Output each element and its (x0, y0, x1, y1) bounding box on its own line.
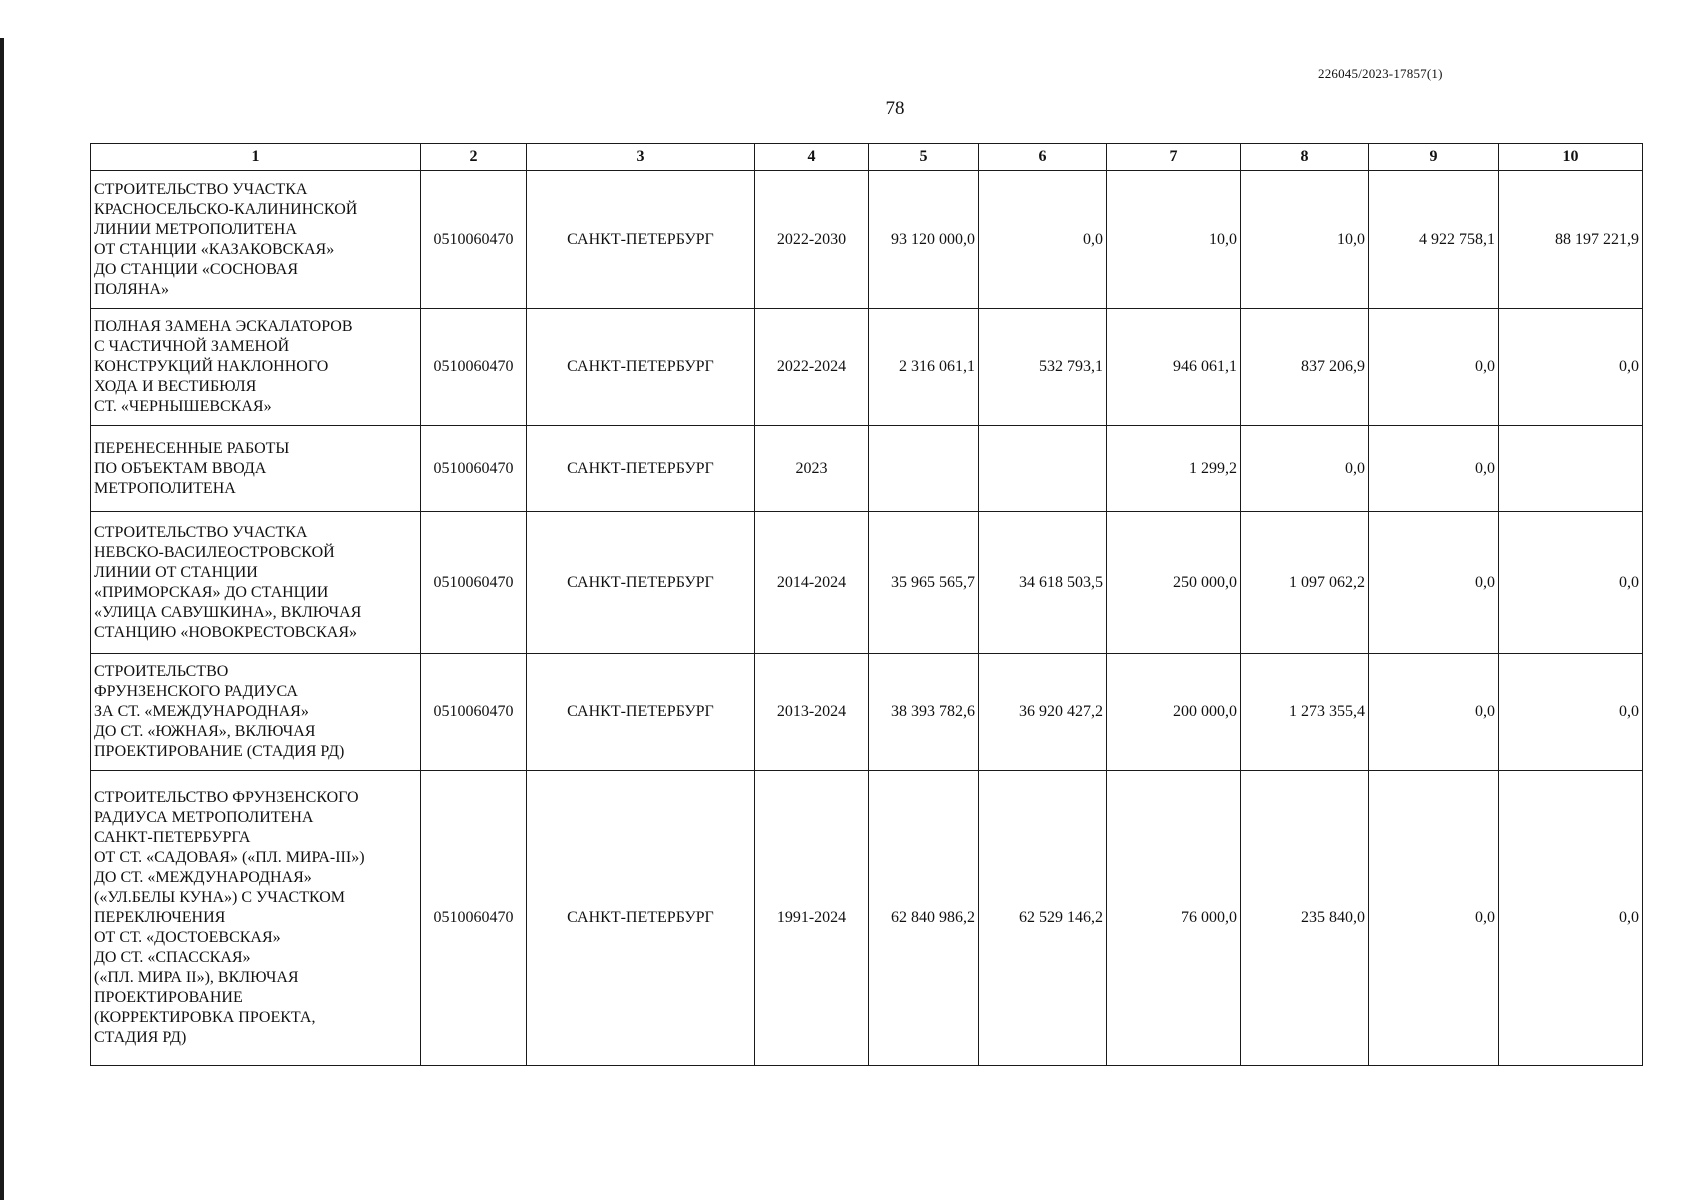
value-cell-8: 0,0 (1241, 426, 1369, 512)
value-cell-9: 0,0 (1369, 654, 1499, 771)
budget-code-cell: 0510060470 (421, 171, 527, 309)
region-cell: САНКТ-ПЕТЕРБУРГ (527, 512, 755, 654)
object-name-cell (91, 171, 421, 309)
value-cell-6: 34 618 503,5 (979, 512, 1107, 654)
object-name-line: ЛИНИИ МЕТРОПОЛИТЕНА (94, 220, 297, 238)
object-name-line: СТРОИТЕЛЬСТВО ФРУНЗЕНСКОГО (94, 789, 359, 806)
region-cell: САНКТ-ПЕТЕРБУРГ (527, 171, 755, 309)
object-name-line: ХОДА И ВЕСТИБЮЛЯ (94, 378, 257, 395)
value-cell-5: 93 120 000,0 (869, 171, 979, 309)
object-name-cell (91, 426, 421, 512)
object-name-line: (КОРРЕКТИРОВКА ПРОЕКТА, (94, 1009, 316, 1026)
object-name-line: ОТ СТ. «САДОВАЯ» («ПЛ. МИРА-III») (94, 849, 365, 866)
table-row (91, 426, 1643, 512)
period-cell: 2022-2030 (755, 171, 869, 309)
region-cell: САНКТ-ПЕТЕРБУРГ (527, 309, 755, 426)
object-name-line: ФРУНЗЕНСКОГО РАДИУСА (94, 683, 298, 700)
region-cell: САНКТ-ПЕТЕРБУРГ (527, 771, 755, 1066)
value-cell-9: 0,0 (1369, 309, 1499, 426)
object-name-line: СТРОИТЕЛЬСТВО УЧАСТКА (94, 180, 308, 198)
budget-code-cell: 0510060470 (421, 771, 527, 1066)
column-header: 8 (1241, 144, 1369, 171)
period-cell: 2022-2024 (755, 309, 869, 426)
value-cell-5: 38 393 782,6 (869, 654, 979, 771)
page-number: 78 (885, 98, 905, 119)
value-cell-7: 200 000,0 (1107, 654, 1241, 771)
value-cell-7: 250 000,0 (1107, 512, 1241, 654)
budget-code-cell: 0510060470 (421, 426, 527, 512)
value-cell-8: 1 273 355,4 (1241, 654, 1369, 771)
object-name-line: ПЕРЕНЕСЕННЫЕ РАБОТЫ (94, 439, 290, 457)
object-name-cell (91, 654, 421, 771)
object-name-line: СТАДИЯ РД) (94, 1029, 187, 1046)
value-cell-8: 235 840,0 (1241, 771, 1369, 1066)
column-header: 6 (979, 144, 1107, 171)
object-name-line: ОТ СТ. «ДОСТОЕВСКАЯ» (94, 929, 281, 946)
object-name-line: РАДИУСА МЕТРОПОЛИТЕНА (94, 809, 314, 826)
value-cell-8: 10,0 (1241, 171, 1369, 309)
column-header: 5 (869, 144, 979, 171)
object-name-line: «УЛИЦА САВУШКИНА», ВКЛЮЧАЯ (94, 603, 362, 621)
document-number: 226045/2023-17857(1) (1318, 66, 1443, 81)
value-cell-10: 88 197 221,9 (1499, 171, 1643, 309)
column-header: 3 (527, 144, 755, 171)
object-name-line: С ЧАСТИЧНОЙ ЗАМЕНОЙ (94, 338, 290, 355)
object-name-cell (91, 771, 421, 1066)
value-cell-10: 0,0 (1499, 512, 1643, 654)
value-cell-10: 0,0 (1499, 771, 1643, 1066)
object-name-line: КРАСНОСЕЛЬСКО-КАЛИНИНСКОЙ (94, 200, 358, 218)
scan-edge-mark (0, 38, 4, 1200)
object-name-cell (91, 512, 421, 654)
column-header: 7 (1107, 144, 1241, 171)
period-cell: 2023 (755, 426, 869, 512)
value-cell-9: 4 922 758,1 (1369, 171, 1499, 309)
table-row (91, 309, 1643, 426)
value-cell-7: 76 000,0 (1107, 771, 1241, 1066)
value-cell-6: 36 920 427,2 (979, 654, 1107, 771)
value-cell-7: 946 061,1 (1107, 309, 1241, 426)
column-header: 1 (91, 144, 421, 171)
object-name-line: («УЛ.БЕЛЫ КУНА») С УЧАСТКОМ (94, 889, 346, 906)
object-name-line: СТ. «ЧЕРНЫШЕВСКАЯ» (94, 398, 272, 415)
object-name-line: ЗА СТ. «МЕЖДУНАРОДНАЯ» (94, 703, 309, 720)
investment-table (90, 143, 1643, 1066)
column-header: 2 (421, 144, 527, 171)
object-name-line: СТАНЦИЮ «НОВОКРЕСТОВСКАЯ» (94, 623, 358, 641)
value-cell-7: 1 299,2 (1107, 426, 1241, 512)
value-cell-6: 0,0 (979, 171, 1107, 309)
object-name-line: «ПРИМОРСКАЯ» ДО СТАНЦИИ (94, 583, 329, 601)
region-cell: САНКТ-ПЕТЕРБУРГ (527, 426, 755, 512)
object-name-line: НЕВСКО-ВАСИЛЕОСТРОВСКОЙ (94, 543, 335, 561)
object-name-line: ДО СТ. «МЕЖДУНАРОДНАЯ» (94, 869, 312, 886)
object-name-line: СТРОИТЕЛЬСТВО УЧАСТКА (94, 523, 308, 541)
value-cell-5 (869, 426, 979, 512)
value-cell-8: 837 206,9 (1241, 309, 1369, 426)
period-cell: 1991-2024 (755, 771, 869, 1066)
object-name-line: ПРОЕКТИРОВАНИЕ (94, 989, 243, 1006)
column-header: 9 (1369, 144, 1499, 171)
column-header: 4 (755, 144, 869, 171)
object-name-line: ПРОЕКТИРОВАНИЕ (СТАДИЯ РД) (94, 743, 345, 760)
table-row (91, 654, 1643, 771)
object-name-line: ПОЛНАЯ ЗАМЕНА ЭСКАЛАТОРОВ (94, 318, 353, 335)
period-cell: 2013-2024 (755, 654, 869, 771)
period-cell: 2014-2024 (755, 512, 869, 654)
budget-code-cell: 0510060470 (421, 654, 527, 771)
value-cell-6: 532 793,1 (979, 309, 1107, 426)
value-cell-9: 0,0 (1369, 771, 1499, 1066)
value-cell-10 (1499, 426, 1643, 512)
column-number-row (91, 144, 1643, 171)
value-cell-8: 1 097 062,2 (1241, 512, 1369, 654)
budget-code-cell: 0510060470 (421, 309, 527, 426)
object-name-line: МЕТРОПОЛИТЕНА (94, 479, 236, 497)
value-cell-9: 0,0 (1369, 512, 1499, 654)
value-cell-6 (979, 426, 1107, 512)
object-name-cell (91, 309, 421, 426)
table-row (91, 771, 1643, 1066)
object-name-line: ПЕРЕКЛЮЧЕНИЯ (94, 909, 226, 926)
value-cell-5: 2 316 061,1 (869, 309, 979, 426)
object-name-line: ОТ СТАНЦИИ «КАЗАКОВСКАЯ» (94, 240, 335, 258)
object-name-line: КОНСТРУКЦИЙ НАКЛОННОГО (94, 358, 329, 375)
value-cell-10: 0,0 (1499, 654, 1643, 771)
object-name-line: СТРОИТЕЛЬСТВО (94, 663, 229, 680)
object-name-line: САНКТ-ПЕТЕРБУРГА (94, 829, 251, 846)
object-name-line: ДО СТ. «СПАССКАЯ» (94, 949, 251, 966)
value-cell-5: 35 965 565,7 (869, 512, 979, 654)
region-cell: САНКТ-ПЕТЕРБУРГ (527, 654, 755, 771)
object-name-line: («ПЛ. МИРА II»), ВКЛЮЧАЯ (94, 969, 299, 986)
budget-code-cell: 0510060470 (421, 512, 527, 654)
object-name-line: ДО СТ. «ЮЖНАЯ», ВКЛЮЧАЯ (94, 723, 316, 740)
table-row (91, 171, 1643, 309)
object-name-line: ПОЛЯНА» (94, 280, 169, 298)
value-cell-10: 0,0 (1499, 309, 1643, 426)
column-header: 10 (1499, 144, 1643, 171)
value-cell-5: 62 840 986,2 (869, 771, 979, 1066)
value-cell-7: 10,0 (1107, 171, 1241, 309)
object-name-line: ЛИНИИ ОТ СТАНЦИИ (94, 563, 258, 581)
table-row (91, 512, 1643, 654)
object-name-line: ПО ОБЪЕКТАМ ВВОДА (94, 459, 267, 477)
value-cell-9: 0,0 (1369, 426, 1499, 512)
value-cell-6: 62 529 146,2 (979, 771, 1107, 1066)
object-name-line: ДО СТАНЦИИ «СОСНОВАЯ (94, 260, 298, 278)
